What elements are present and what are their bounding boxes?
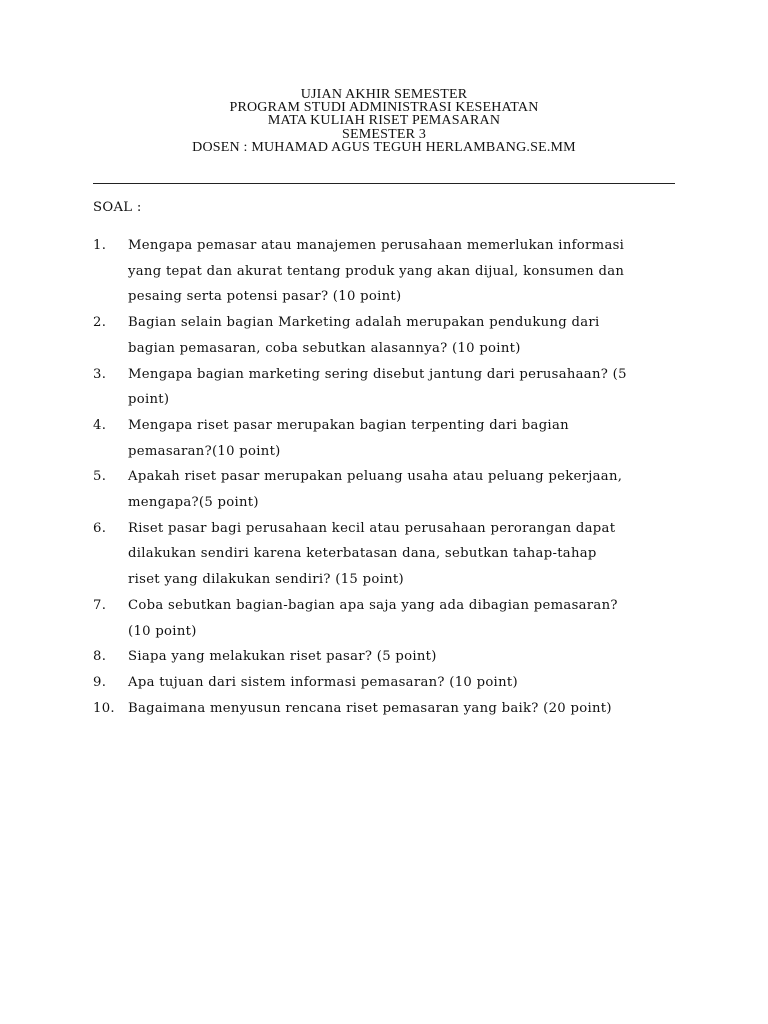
question-number: 1. [93,238,107,253]
question-text-line: Mengapa bagian marketing sering disebut jantung dari perusahaan? (5 [128,366,627,382]
question-text-line: bagian pemasaran, coba sebutkan alasannya? (10 point) [128,340,521,356]
question-number: 6. [93,520,107,536]
question-text-line: Mengapa pemasar atau manajemen perusahaan memerlukan informasi [128,238,625,253]
exam-title: UJIAN AKHIR SEMESTER [300,87,468,102]
question-text-line: Bagaimana menyusun rencana riset pemasaran yang baik? (20 point) [128,700,612,716]
question-text-line: mengapa?(5 point) [128,495,259,511]
lecturer: DOSEN : MUHAMAD AGUS TEGUH HERLAMBANG.SE.MM [192,139,576,155]
question-text-line: pemasaran?(10 point) [128,443,281,459]
question-text-line: dilakukan sendiri karena keterbatasan dana, sebutkan tahap-tahap [128,546,597,562]
question-item [93,593,683,644]
question-item [93,670,683,696]
question-text-line: Mengapa riset pasar merupakan bagian terpenting dari bagian [128,417,569,433]
question-number: 8. [93,649,107,665]
question-text-line: point) [128,392,170,408]
question-item [93,233,683,310]
question-text-line: Coba sebutkan bagian-bagian apa saja yang ada dibagian pemasaran? [128,597,618,613]
question-text-line: (10 point) [128,623,197,639]
question-item [93,464,683,515]
question-item [93,696,683,722]
question-text-line: Apa tujuan dari sistem informasi pemasaran? (10 point) [128,674,518,690]
course-name: MATA KULIAH RISET PEMASARAN [267,113,501,129]
question-list [93,233,683,721]
question-item [93,310,683,361]
question-text-line: Bagian selain bagian Marketing adalah merupakan pendukung dari [128,315,600,331]
semester: SEMESTER 3 [341,126,427,142]
question-text-line: Apakah riset pasar merupakan peluang usaha atau peluang pekerjaan, [128,469,623,485]
question-number: 10. [93,700,115,716]
question-item [93,413,683,464]
question-text-line: Siapa yang melakukan riset pasar? (5 point) [128,649,437,665]
question-item [93,362,683,413]
question-text-line: riset yang dilakukan sendiri? (15 point) [128,572,404,588]
question-number: 4. [93,417,107,433]
question-number: 3. [93,366,107,382]
header-divider [93,183,675,184]
question-number: 5. [93,469,107,485]
question-text-line: Riset pasar bagi perusahaan kecil atau perusahaan perorangan dapat [128,520,616,536]
study-program: PROGRAM STUDI ADMINISTRASI KESEHATAN [229,100,539,116]
question-number: 9. [93,674,107,690]
question-number: 7. [93,597,107,613]
question-number: 2. [93,315,107,331]
exam-header [93,88,675,154]
question-text-line: yang tepat dan akurat tentang produk yang akan dijual, konsumen dan [128,263,625,279]
question-text-line: pesaing serta potensi pasar? (10 point) [128,289,402,305]
question-item [93,516,683,593]
question-item [93,644,683,670]
section-label: SOAL : [93,200,142,215]
